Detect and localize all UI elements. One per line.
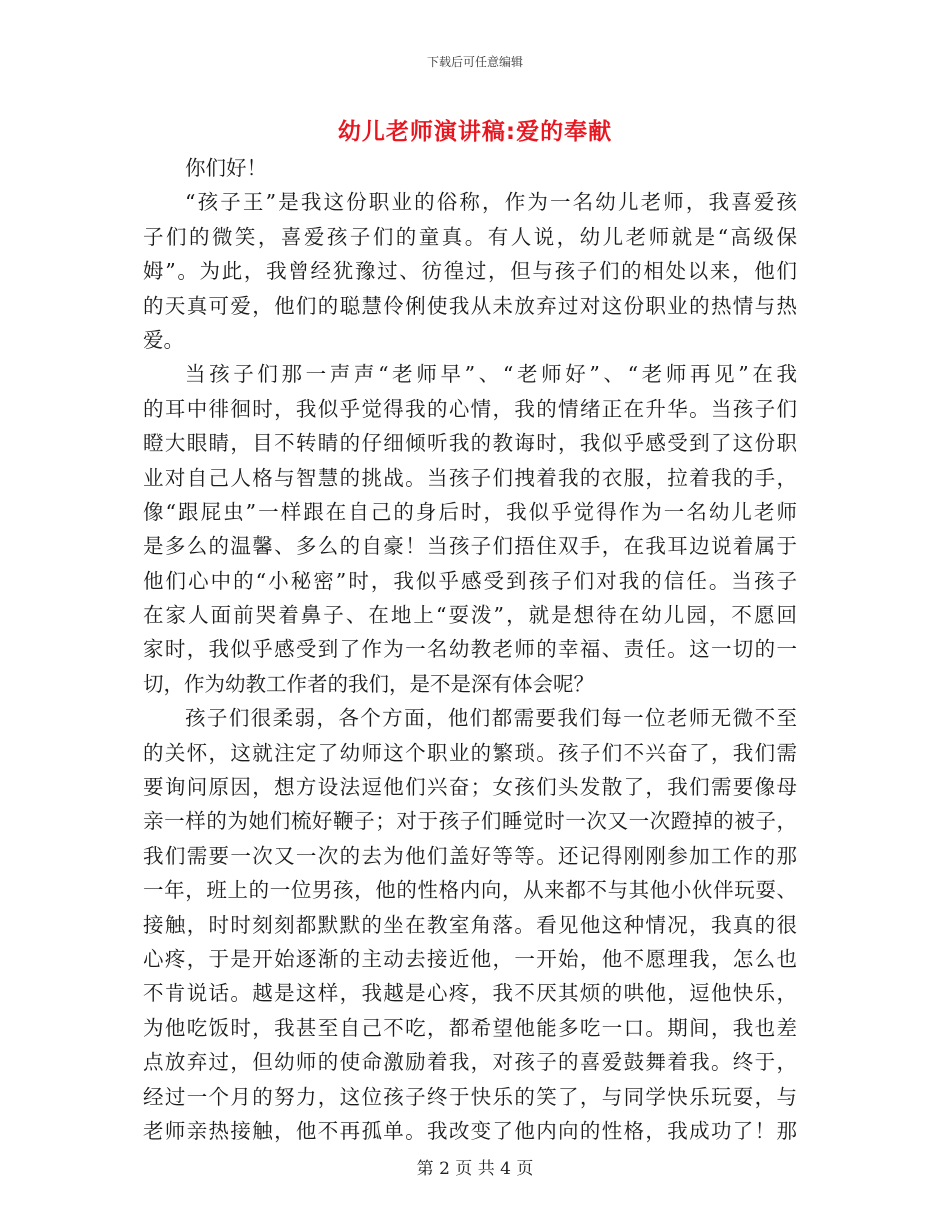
body-line: 老师亲热接触，他不再孤单。我改变了他内向的性格，我成功了！那 [143,1118,797,1143]
body-line: 切，作为幼教工作者的我们，是不是深有体会呢？ [143,671,594,696]
body-line: 的耳中徘徊时，我似乎觉得我的心情，我的情绪正在升华。当孩子们 [143,396,797,421]
body-line: 一年，班上的一位男孩，他的性格内向，从来都不与其他小伙伴玩耍、 [143,878,797,903]
body-line: 要询问原因，想方设法逗他们兴奋；女孩们头发散了，我们需要像母 [143,775,797,800]
body-line: 子们的微笑，喜爱孩子们的童真。有人说，幼儿老师就是“高级保 [143,224,797,249]
header-note: 下载后可任意编辑 [426,55,523,69]
body-line: 不肯说话。越是这样，我越是心疼，我不厌其烦的哄他，逗他快乐， [143,981,797,1006]
body-line: 在家人面前哭着鼻子、在地上“耍泼”，就是想待在幼儿园，不愿回 [143,603,797,628]
body-line: 的天真可爱，他们的聪慧伶俐使我从未放弃过对这份职业的热情与热 [143,293,797,318]
body-line: 接触，时时刻刻都默默的坐在教室角落。看见他这种情况，我真的很 [143,912,797,937]
body-line: 经过一个月的努力，这位孩子终于快乐的笑了，与同学快乐玩耍，与 [143,1084,797,1109]
document-title: 幼儿老师演讲稿:爱的奉献 [337,119,613,145]
body-line: 你们好！ [185,156,267,180]
body-line: 为他吃饭时，我甚至自己不吃，都希望他能多吃一口。期间，我也差 [143,1015,797,1040]
body-line: 心疼，于是开始逐渐的主动去接近他，一开始，他不愿理我，怎么也 [143,946,797,971]
body-line: 像“跟屁虫”一样跟在自己的身后时，我似乎觉得作为一名幼儿老师 [143,499,797,524]
page-number: 第 2 页 共 4 页 [416,1159,534,1179]
body-line: 亲一样的为她们梳好鞭子；对于孩子们睡觉时一次又一次蹬掉的被子， [143,809,797,834]
body-line: 是多么的温馨、多么的自豪！当孩子们捂住双手，在我耳边说着属于 [143,534,797,559]
body-line: 的关怀，这就注定了幼师这个职业的繁琐。孩子们不兴奋了，我们需 [143,740,797,765]
body-line: 我们需要一次又一次的去为他们盖好等等。还记得刚刚参加工作的那 [143,843,797,868]
body-line: 他们心中的“小秘密”时，我似乎感受到孩子们对我的信任。当孩子 [143,568,797,593]
body-line: 家时，我似乎感受到了作为一名幼教老师的幸福、责任。这一切的一 [143,637,797,662]
body-line: 孩子们很柔弱，各个方面，他们都需要我们每一位老师无微不至 [185,706,797,731]
document-body [143,151,797,1148]
body-line: 姆”。为此，我曾经犹豫过、彷徨过，但与孩子们的相处以来，他们 [143,259,797,284]
body-line: 业对自己人格与智慧的挑战。当孩子们拽着我的衣服，拉着我的手， [143,465,797,490]
body-line: 点放弃过，但幼师的使命激励着我，对孩子的喜爱鼓舞着我。终于， [143,1050,797,1075]
body-line: “孩子王”是我这份职业的俗称，作为一名幼儿老师，我喜爱孩 [185,190,797,215]
body-line: 当孩子们那一声声“老师早”、“老师好”、“老师再见”在我 [185,362,797,387]
body-line: 爱。 [143,327,184,352]
body-line: 瞪大眼睛，目不转睛的仔细倾听我的教诲时，我似乎感受到了这份职 [143,431,797,456]
